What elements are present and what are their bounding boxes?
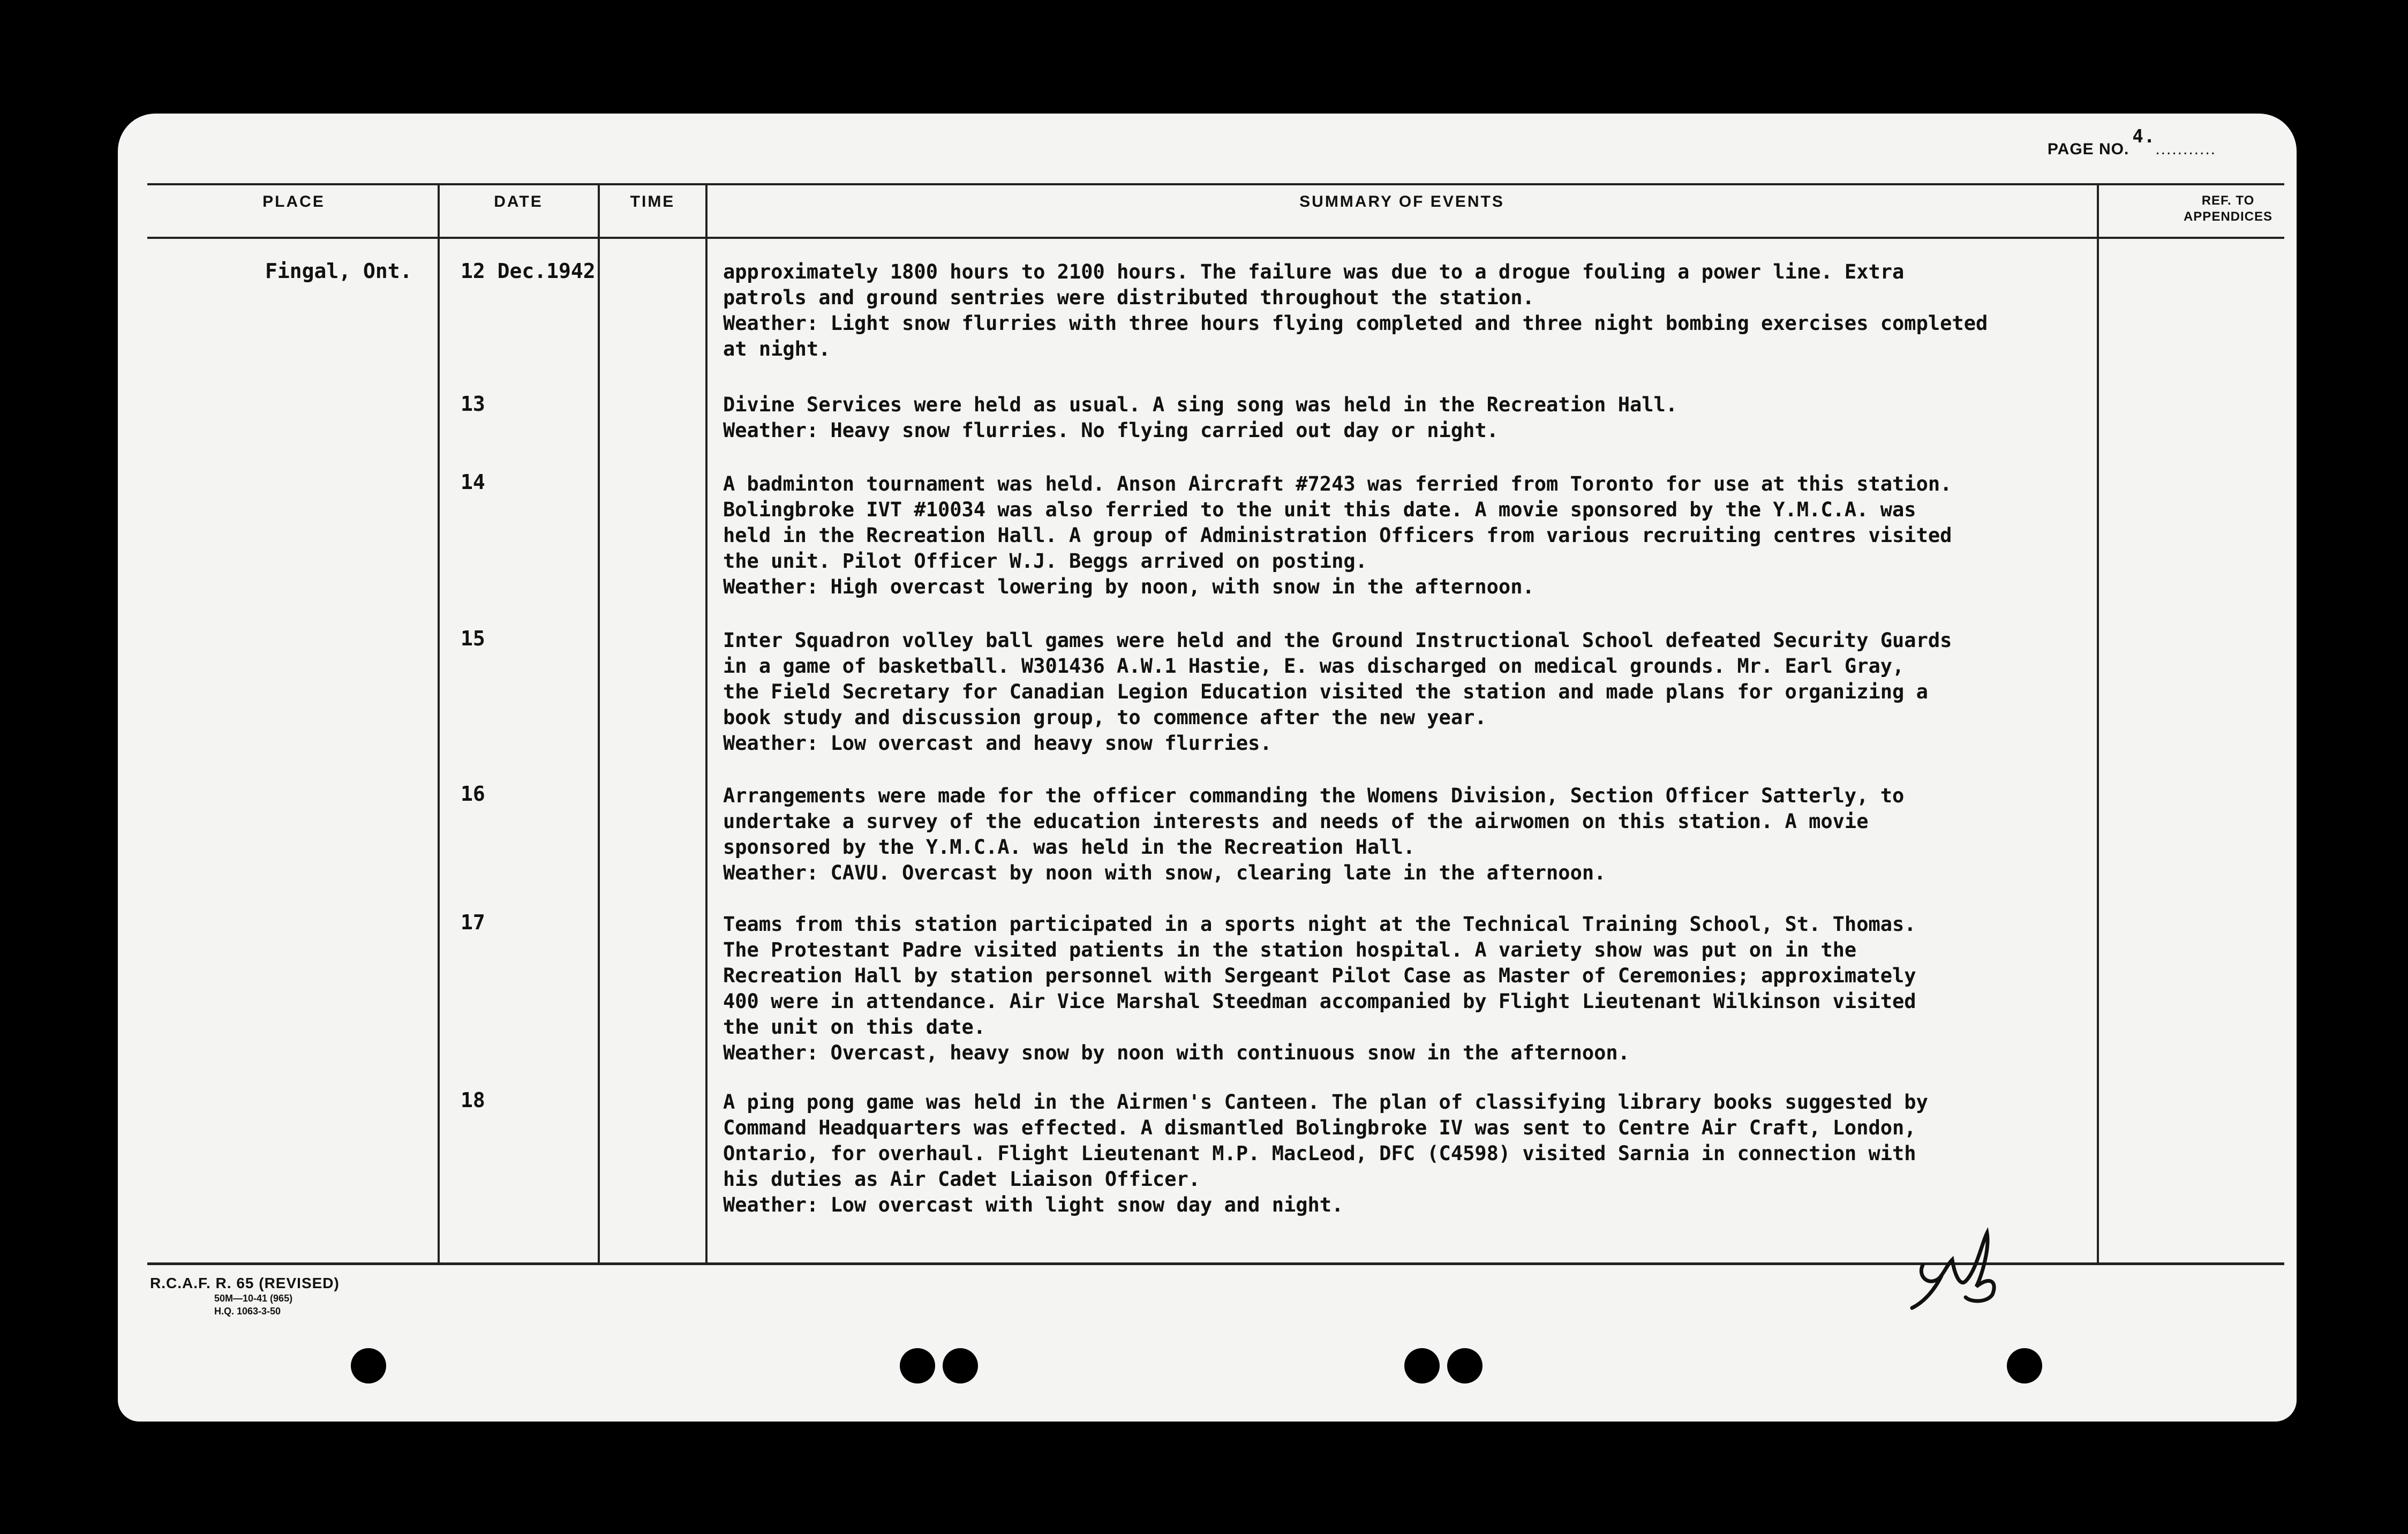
entry-date: 14 [461, 470, 485, 494]
binder-hole [943, 1348, 978, 1383]
header-summary: SUMMARY OF EVENTS [1299, 193, 1504, 210]
page-number: PAGE NO.4............ [2047, 126, 2216, 158]
form-hq-code: H.Q. 1063-3-50 [214, 1306, 281, 1317]
form-print-code: 50M—10-41 (965) [214, 1293, 293, 1304]
entry-date: 13 [461, 392, 485, 416]
entry-date: 17 [461, 911, 485, 934]
handwritten-initials [1901, 1228, 2003, 1313]
entry-summary: Arrangements were made for the officer commanding the Womens Division, Section Officer Satterly, to undertake a survey of the education interests and needs of the airwomen on this station. A movie sponsored by the Y.M.C.A. was held in the Recreation Hall. Weather: CAVU. Overcast by noon with snow, clearing late in the afternoon. [723, 784, 1905, 884]
entry-summary: Teams from this station participated in a sports night at the Technical Training School, St. Thomas. The Protestant Padre visited patients in the station hospital. A variety show was put on in the Recreation Hall by station personnel with Sergeant Pilot Case as Master of Ceremonies; approximately 400 were in attendance. Air Vice Marshal Steedman accompanied by Flight Lieutenant Wilkinson visited the unit on this date. Weather: Overcast, heavy snow by noon with continuous snow in the afternoon. [723, 913, 1916, 1064]
entry-summary: A badminton tournament was held. Anson Aircraft #7243 was ferried from Toronto for use at this station. Bolingbroke IVT #10034 was also ferried to the unit this date. A movie sponsored by the Y.M.C.A. was held in the Recreation Hall. A group of Administration Officers from various recruiting centres visited the unit. Pilot Officer W.J. Beggs arrived on posting. Weather: High overcast lowering by noon, with snow in the afternoon. [723, 472, 1952, 598]
header-ref-appendices: REF. TO APPENDICES [2183, 193, 2273, 224]
header-time: TIME [630, 193, 675, 210]
date-time-divider [598, 184, 600, 1264]
place-value: Fingal, Ont. [265, 259, 412, 283]
entry-summary: Inter Squadron volley ball games were held and the Ground Instructional School defeated Security Guards in a game of basketball. W301436 A.W.1 Hastie, E. was discharged on medical grounds. Mr. Earl Gray, the Field Secretary for Canadian Legion Education visited the station and made plans for organizing a book study and discussion group, to commence after the new year. Weather: Low overcast and heavy snow flurries. [723, 629, 1952, 755]
entry-summary: Divine Services were held as usual. A sing song was held in the Recreation Hall. Weather: Heavy snow flurries. No flying carried out day or night. [723, 393, 1678, 442]
entry-date: 16 [461, 782, 485, 806]
entry-date: 12 Dec.1942 [461, 259, 596, 283]
entry-date: 15 [461, 627, 485, 650]
entry-summary: approximately 1800 hours to 2100 hours. The failure was due to a drogue fouling a power line. Extra patrols and ground sentries were distributed throughout the station. Weather: Light snow flurries with three hours flying completed and three night bombing exercises completed at night. [723, 260, 1988, 360]
form-footer [150, 1275, 340, 1318]
table-top-rule [147, 183, 2284, 185]
page-number-label: PAGE NO. [2047, 140, 2129, 158]
binder-hole [1404, 1348, 1440, 1383]
binder-hole [1447, 1348, 1483, 1383]
form-number: R.C.A.F. R. 65 (REVISED) [150, 1275, 340, 1291]
entry-summary: A ping pong game was held in the Airmen's Canteen. The plan of classifying library books suggested by Command Headquarters was effected. A dismantled Bolingbroke IV was sent to Centre Air Craft, London, Ontario, for overhaul. Flight Lieutenant M.P. MacLeod, DFC (C4598) visited Sarnia in connection with his duties as Air Cadet Liaison Officer. Weather: Low overcast with light snow day and night. [723, 1091, 1928, 1216]
header-bottom-rule [147, 237, 2284, 239]
entry-date: 18 [461, 1088, 485, 1112]
header-place: PLACE [262, 193, 325, 210]
diary-sheet [118, 114, 2297, 1422]
time-summary-divider [705, 184, 708, 1264]
binder-hole [351, 1348, 386, 1383]
binder-hole [900, 1348, 935, 1383]
header-date: DATE [494, 193, 543, 210]
page-number-value: 4. [2132, 126, 2156, 147]
place-date-divider [438, 184, 440, 1264]
binder-hole [2007, 1348, 2042, 1383]
